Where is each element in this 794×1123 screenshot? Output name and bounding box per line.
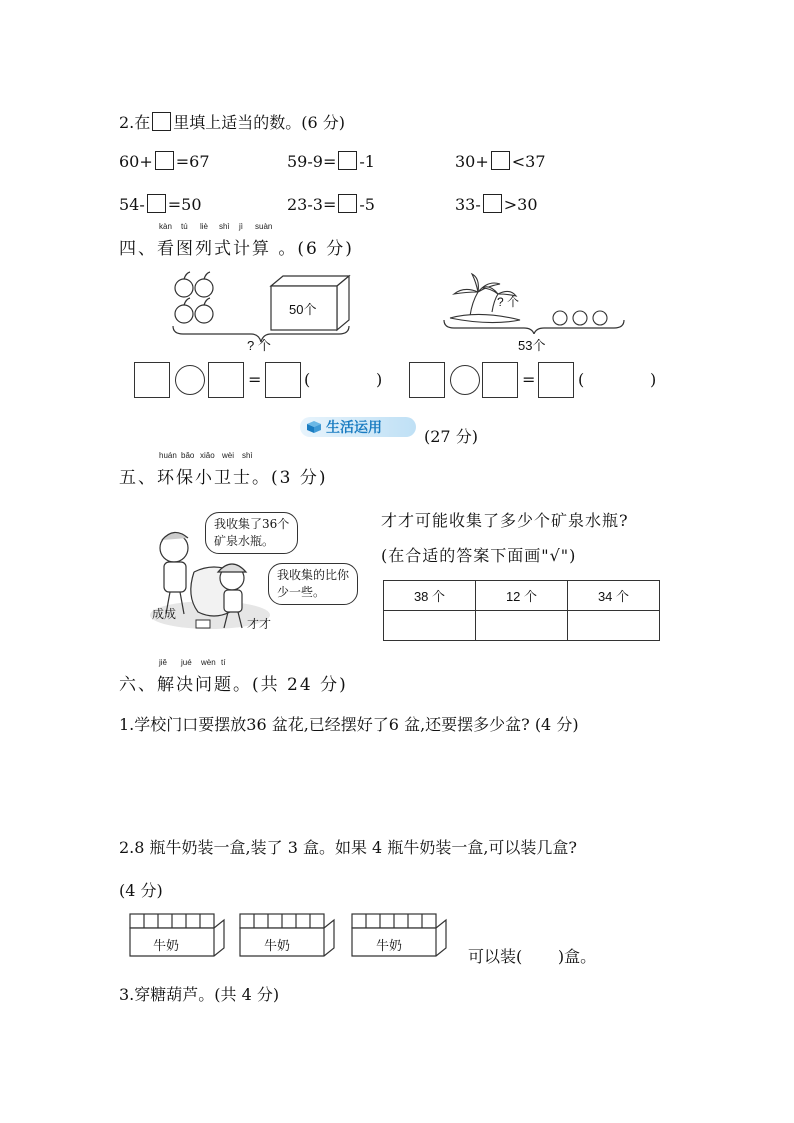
pinyin: jiě bbox=[159, 658, 168, 667]
unit-paren-open: ( bbox=[304, 370, 311, 389]
section-6-heading bbox=[119, 658, 348, 695]
q2-item-2-pre: 59-9= bbox=[287, 152, 337, 171]
pinyin: wèn bbox=[201, 658, 216, 667]
pinyin: jué bbox=[181, 658, 192, 667]
q2-item-3 bbox=[455, 151, 546, 171]
q2-item-2 bbox=[287, 151, 375, 171]
equation-box-left-1[interactable] bbox=[134, 362, 170, 398]
q2-item-6 bbox=[455, 194, 538, 214]
banner-label: 生活运用 bbox=[326, 420, 382, 436]
q2-item-6-pre: 33- bbox=[455, 195, 481, 214]
q2-item-4-post: =50 bbox=[167, 195, 202, 214]
left-total-label: ? 个 bbox=[247, 338, 271, 353]
pinyin: tú bbox=[181, 222, 188, 231]
pinyin: jì bbox=[239, 222, 243, 231]
option-12: 12 个 bbox=[476, 581, 568, 611]
pinyin: suàn bbox=[255, 222, 273, 231]
operator-circle-left[interactable] bbox=[175, 365, 205, 395]
pinyin: xiǎo bbox=[200, 451, 215, 460]
option-38: 38 个 bbox=[384, 581, 476, 611]
section-5-question: 才才可能收集了多少个矿泉水瓶? bbox=[381, 511, 629, 530]
palm-label: ? 个 bbox=[497, 295, 520, 309]
equation-result-right[interactable] bbox=[538, 362, 574, 398]
answer-box[interactable] bbox=[338, 194, 357, 213]
pinyin: kàn bbox=[159, 222, 172, 231]
q2-item-3-post: <37 bbox=[511, 152, 546, 171]
answer-box[interactable] bbox=[483, 194, 502, 213]
check-cell-12[interactable] bbox=[476, 611, 568, 641]
pinyin: shì bbox=[242, 451, 253, 460]
q2-title-pre: 2.在 bbox=[119, 113, 151, 132]
q2-item-4-pre: 54- bbox=[119, 195, 145, 214]
section-5-label: 五、环保小卫士。(3 分) bbox=[119, 468, 328, 488]
problem-2-line-1: 2.8 瓶牛奶装一盒,装了 3 盒。如果 4 瓶牛奶装一盒,可以装几盒? bbox=[119, 838, 577, 857]
pinyin: shì bbox=[219, 222, 230, 231]
name-caicai: 才才 bbox=[247, 617, 272, 631]
section-4-label: 四、看图列式计算 。(6 分) bbox=[119, 239, 354, 259]
q2-item-1-post: =67 bbox=[175, 152, 210, 171]
pinyin: liè bbox=[200, 222, 209, 231]
answer-box-sample bbox=[152, 112, 171, 131]
equation-box-left-2[interactable] bbox=[208, 362, 244, 398]
q2-item-5-pre: 23-3= bbox=[287, 195, 337, 214]
equation-box-right-2[interactable] bbox=[482, 362, 518, 398]
answer-box[interactable] bbox=[155, 151, 174, 170]
unit-paren-close: ) bbox=[376, 370, 383, 389]
problem-3: 3.穿糖葫芦。(共 4 分) bbox=[119, 985, 280, 1004]
box-label: 50个 bbox=[289, 302, 317, 317]
option-34: 34 个 bbox=[568, 581, 660, 611]
q2-title bbox=[119, 110, 345, 133]
answer-options-table bbox=[383, 580, 660, 641]
section-4-heading bbox=[119, 222, 354, 259]
bottle-icon bbox=[196, 620, 210, 628]
problem-2-answer-line: 可以装( )盒。 bbox=[468, 947, 597, 966]
q2-item-4 bbox=[119, 194, 202, 214]
pinyin: huán bbox=[159, 451, 177, 460]
answer-box[interactable] bbox=[338, 151, 357, 170]
kid-chengcheng-icon bbox=[160, 532, 188, 614]
palms-coconuts-illustration bbox=[442, 272, 628, 334]
section-5-instruction: (在合适的答案下面画"√") bbox=[381, 546, 577, 565]
q2-title-post: 里填上适当的数。(6 分) bbox=[173, 113, 346, 132]
pinyin: wèi bbox=[222, 451, 235, 460]
apple-icon bbox=[175, 279, 213, 323]
equation-result-left[interactable] bbox=[265, 362, 301, 398]
right-total-label: 53个 bbox=[518, 338, 546, 353]
operator-circle-right[interactable] bbox=[450, 365, 480, 395]
q2-item-1 bbox=[119, 151, 210, 171]
q2-item-5-post: -5 bbox=[359, 195, 375, 214]
section-6-label: 六、解决问题。(共 24 分) bbox=[119, 675, 348, 695]
unit-paren-open: ( bbox=[578, 370, 585, 389]
q2-item-6-post: >30 bbox=[503, 195, 538, 214]
milk-label-1: 牛奶 bbox=[153, 939, 180, 954]
problem-2-line-2: (4 分) bbox=[119, 881, 163, 900]
answer-box[interactable] bbox=[147, 194, 166, 213]
problem-1: 1.学校门口要摆放36 盆花,已经摆好了6 盆,还要摆多少盆? (4 分) bbox=[119, 715, 579, 734]
pinyin: bǎo bbox=[181, 451, 195, 460]
equation-box-right-1[interactable] bbox=[409, 362, 445, 398]
banner-score: (27 分) bbox=[424, 427, 478, 446]
milk-label-3: 牛奶 bbox=[376, 939, 403, 954]
cube-icon bbox=[306, 420, 322, 434]
milk-label-2: 牛奶 bbox=[264, 939, 291, 954]
answer-box[interactable] bbox=[491, 151, 510, 170]
q2-item-1-pre: 60+ bbox=[119, 152, 153, 171]
q2-item-3-pre: 30+ bbox=[455, 152, 489, 171]
check-cell-34[interactable] bbox=[568, 611, 660, 641]
q2-item-5 bbox=[287, 194, 375, 214]
coconut-icon bbox=[553, 311, 607, 325]
q2-item-2-post: -1 bbox=[359, 152, 375, 171]
pinyin: tí bbox=[221, 658, 226, 667]
speech-bubble-chengcheng: 我收集了36个 矿泉水瓶。 bbox=[205, 512, 298, 554]
check-cell-38[interactable] bbox=[384, 611, 476, 641]
name-chengcheng: 成成 bbox=[152, 607, 177, 621]
section-banner bbox=[300, 417, 416, 437]
unit-paren-close: ) bbox=[650, 370, 657, 389]
equals-sign: = bbox=[522, 370, 536, 389]
speech-bubble-caicai: 我收集的比你 少一些。 bbox=[268, 563, 358, 605]
equals-sign: = bbox=[248, 370, 262, 389]
section-5-heading bbox=[119, 451, 328, 488]
